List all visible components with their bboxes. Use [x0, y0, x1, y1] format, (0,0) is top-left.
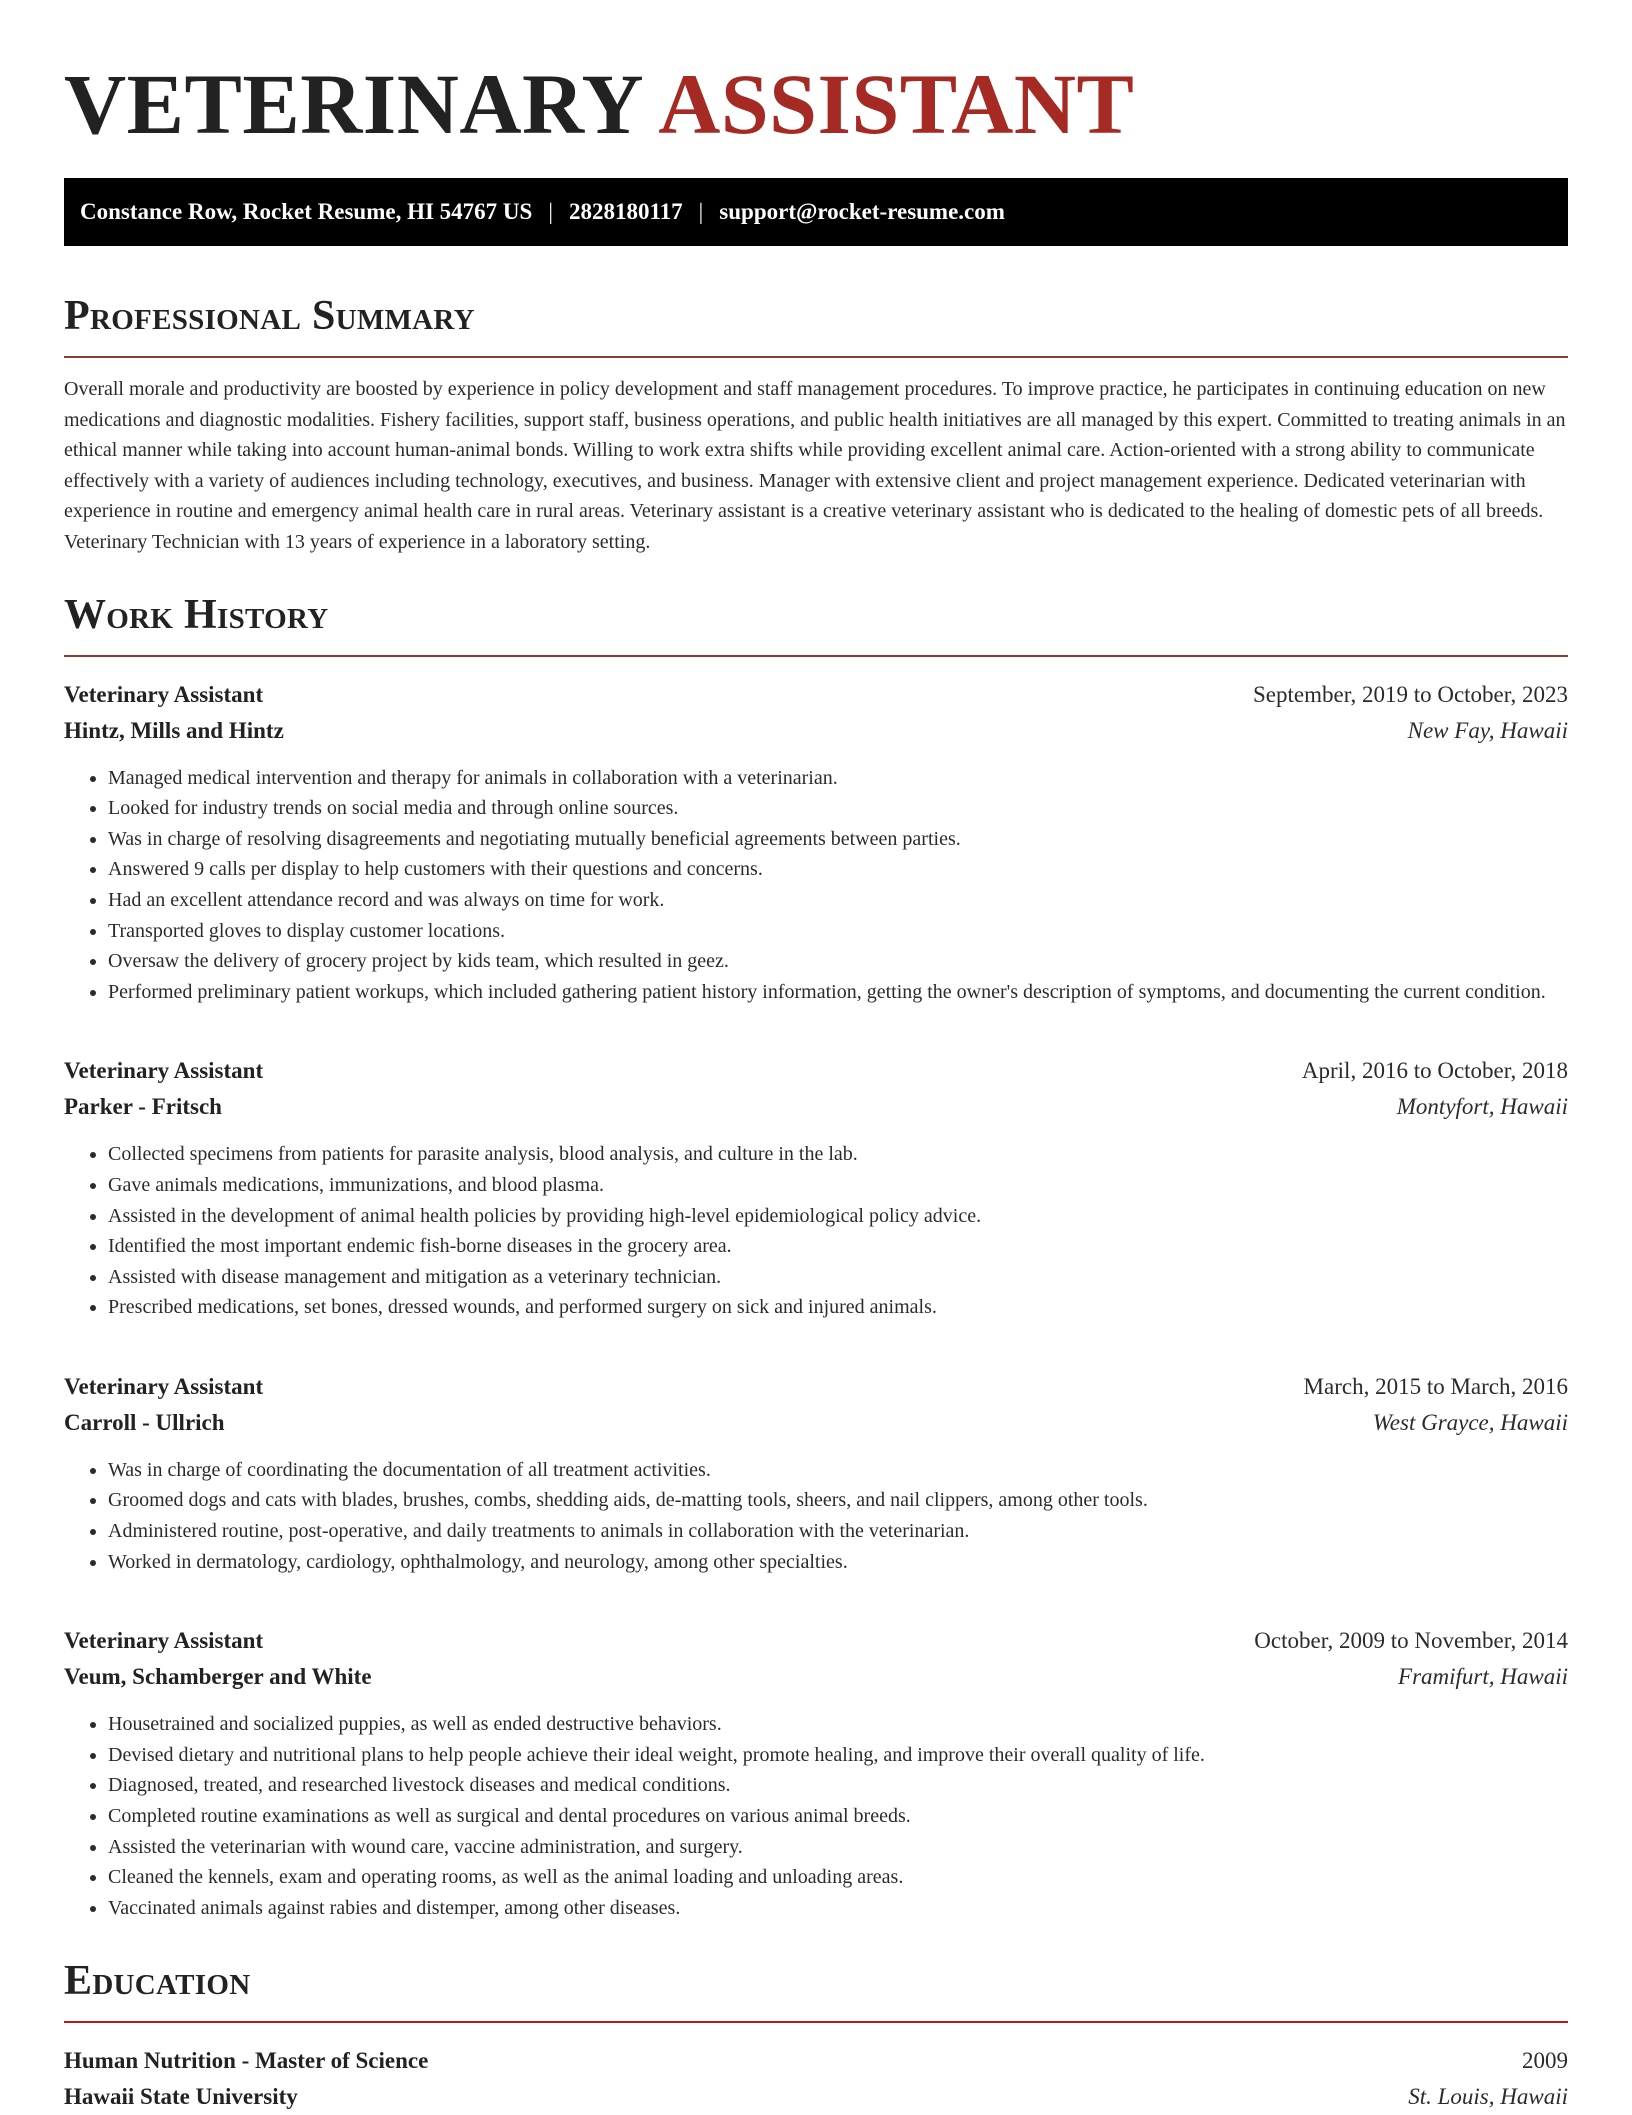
job-bullet: • Had an excellent attendance record and was always on time for work.: [108, 885, 1568, 916]
education-section: [64, 1957, 1568, 2115]
job-entry: [64, 1053, 1568, 1323]
summary-section: [64, 292, 1568, 558]
summary-heading: Professional Summary: [64, 293, 475, 339]
job-bullet: • Vaccinated animals against rabies and distemper, among other diseases.: [108, 1893, 1568, 1924]
job-company: Parker - Fritsch: [64, 1094, 222, 1120]
education-heading: Education: [64, 1958, 251, 2005]
job-bullet: • Assisted with disease management and mitigation as a veterinary technician.: [108, 1262, 1568, 1293]
contact-separator: |: [698, 199, 704, 224]
job-bullet: • Prescribed medications, set bones, dressed wounds, and performed surgery on sick and injured animals.: [108, 1292, 1568, 1323]
job-role: Veterinary Assistant: [64, 1628, 264, 1654]
education-location: St. Louis, Hawaii: [1408, 2084, 1568, 2110]
job-dates: October, 2009 to November, 2014: [1254, 1628, 1568, 1654]
job-bullet: • Cleaned the kennels, exam and operating rooms, as well as the animal loading and unloading areas.: [108, 1862, 1568, 1893]
job-bullet: • Answered 9 calls per display to help customers with their questions and concerns.: [108, 854, 1568, 885]
section-divider: [64, 655, 1568, 657]
job-bullet: • Identified the most important endemic fish-borne diseases in the grocery area.: [108, 1231, 1568, 1262]
work-history-heading: Work History: [64, 591, 329, 638]
job-location: West Grayce, Hawaii: [1372, 1409, 1568, 1435]
job-bullet: • Was in charge of coordinating the documentation of all treatment activities.: [108, 1455, 1568, 1486]
contact-email: support@rocket-resume.com: [719, 199, 1005, 224]
job-bullet: • Managed medical intervention and therapy for animals in collaboration with a veterinarian.: [108, 763, 1568, 794]
job-bullet: • Devised dietary and nutritional plans to help people achieve their ideal weight, promote healing, and improve their overall quality of life.: [108, 1740, 1568, 1771]
contact-address: Constance Row, Rocket Resume, HI 54767 US: [80, 199, 533, 224]
education-entry: [64, 2043, 1568, 2115]
title-first-word: VETERINARY: [64, 56, 641, 152]
section-divider: [64, 2021, 1568, 2023]
section-divider: [64, 356, 1568, 358]
job-location: New Fay, Hawaii: [1407, 717, 1568, 743]
job-bullet: • Was in charge of resolving disagreements and negotiating mutually beneficial agreements between parties.: [108, 824, 1568, 855]
education-year: 2009: [1522, 2048, 1568, 2074]
job-bullet: • Worked in dermatology, cardiology, ophthalmology, and neurology, among other specialties.: [108, 1547, 1568, 1578]
job-role: Veterinary Assistant: [64, 1373, 264, 1399]
job-role: Veterinary Assistant: [64, 681, 264, 707]
job-bullet: • Transported gloves to display customer locations.: [108, 916, 1568, 947]
job-dates: September, 2019 to October, 2023: [1253, 681, 1568, 707]
contact-bar: [64, 178, 1568, 246]
job-bullet: • Groomed dogs and cats with blades, brushes, combs, shedding aids, de-matting tools, sheers, and nail clippers, among other tools.: [108, 1485, 1568, 1516]
work-history-section: [64, 591, 1568, 1924]
job-dates: April, 2016 to October, 2018: [1301, 1058, 1568, 1084]
contact-phone: 2828180117: [568, 199, 683, 224]
job-bullet: • Gave animals medications, immunizations, and blood plasma.: [108, 1170, 1568, 1201]
job-bullet: • Completed routine examinations as well as surgical and dental procedures on various animal breeds.: [108, 1801, 1568, 1832]
job-company: Hintz, Mills and Hintz: [64, 717, 284, 743]
job-bullet: • Collected specimens from patients for parasite analysis, blood analysis, and culture in the lab.: [108, 1139, 1568, 1170]
job-company: Veum, Schamberger and White: [64, 1664, 372, 1690]
job-company: Carroll - Ullrich: [64, 1409, 225, 1435]
job-entry: [64, 1369, 1568, 1577]
job-location: Montyfort, Hawaii: [1396, 1094, 1568, 1120]
job-role: Veterinary Assistant: [64, 1058, 264, 1084]
job-bullet: • Diagnosed, treated, and researched livestock diseases and medical conditions.: [108, 1770, 1568, 1801]
job-bullet: • Housetrained and socialized puppies, as well as ended destructive behaviors.: [108, 1709, 1568, 1740]
job-bullet: • Assisted the veterinarian with wound care, vaccine administration, and surgery.: [108, 1832, 1568, 1863]
job-bullets: [64, 763, 1568, 1008]
contact-separator: |: [548, 199, 553, 224]
summary-text: Overall morale and productivity are boosted by experience in policy development and staff management procedures. To improve practice, he participates in continuing education on new medications and diagnostic modalities. Fishery facilities, support staff, business operations, and public health initiatives are all managed by this expert. Committed to treating animals in an ethical manner while taking into account human-animal bonds. Willing to work extra shifts while providing excellent animal care. Action-oriented with a strong ability to communicate effectively with a variety of audiences including technology, executives, and business. Manager with extensive client and project management experience. Dedicated veterinarian with experience in routine and emergency animal health care in rural areas. Veterinary assistant is a creative veterinary assistant who is dedicated to the healing of domestic pets of all breeds. Veterinary Technician with 13 years of experience in a laboratory setting.: [64, 378, 1566, 553]
job-bullet: • Assisted in the development of animal health policies by providing high-level epidemiological policy advice.: [108, 1201, 1568, 1232]
job-bullet: • Oversaw the delivery of grocery project by kids team, which resulted in geez.: [108, 946, 1568, 977]
education-school: Hawaii State University: [64, 2084, 298, 2110]
job-bullet: • Performed preliminary patient workups, which included gathering patient history information, getting the owner's description of symptoms, and documenting the current condition.: [108, 977, 1568, 1008]
resume-title: [64, 0, 1568, 152]
job-bullets: [64, 1139, 1568, 1323]
title-second-word: ASSISTANT: [658, 56, 1135, 152]
job-location: Framifurt, Hawaii: [1398, 1664, 1568, 1690]
job-bullets: [64, 1455, 1568, 1577]
job-dates: March, 2015 to March, 2016: [1303, 1373, 1568, 1399]
job-bullet: • Looked for industry trends on social media and through online sources.: [108, 793, 1568, 824]
job-bullets: [64, 1709, 1568, 1923]
education-degree: Human Nutrition - Master of Science: [64, 2048, 429, 2074]
job-entry: [64, 677, 1568, 1008]
job-entry: [64, 1623, 1568, 1923]
job-bullet: • Administered routine, post-operative, and daily treatments to animals in collaboration with the veterinarian.: [108, 1516, 1568, 1547]
